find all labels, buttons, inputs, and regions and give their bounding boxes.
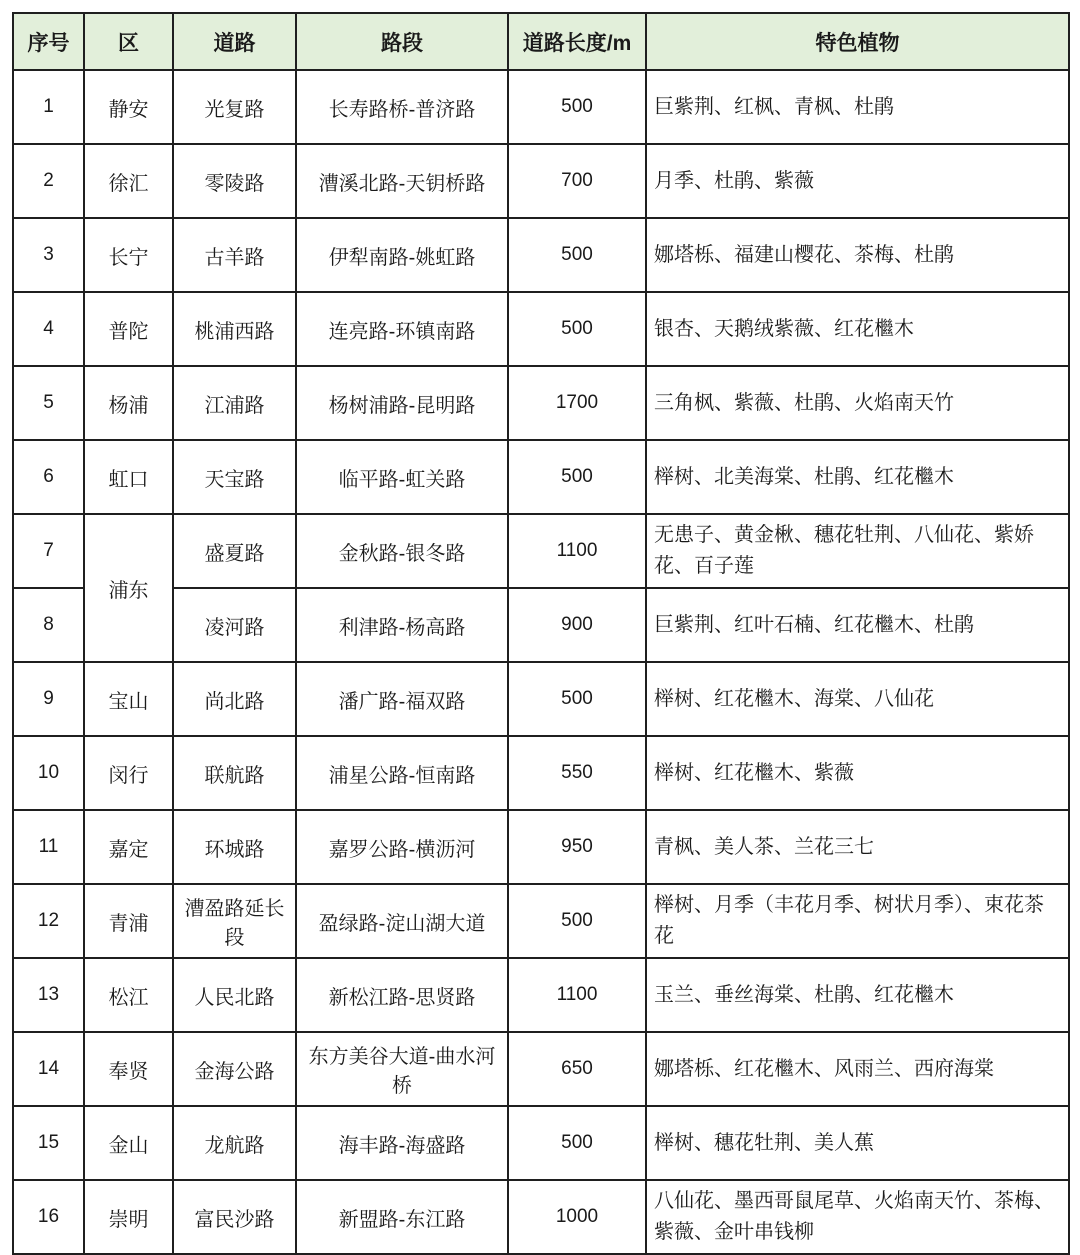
- cell-district: 嘉定: [84, 810, 173, 884]
- cell-section: 潘广路-福双路: [296, 662, 508, 736]
- cell-length: 500: [508, 1106, 646, 1180]
- table-row: [13, 218, 1069, 292]
- cell-district: 宝山: [84, 662, 173, 736]
- cell-plants: 银杏、天鹅绒紫薇、红花檵木: [646, 292, 1069, 366]
- cell-length: 500: [508, 218, 646, 292]
- cell-road: 漕盈路延长段: [173, 884, 296, 958]
- cell-plants: 巨紫荆、红叶石楠、红花檵木、杜鹃: [646, 588, 1069, 662]
- cell-district: 金山: [84, 1106, 173, 1180]
- cell-length: 500: [508, 884, 646, 958]
- table-row: [13, 958, 1069, 1032]
- cell-section: 杨树浦路-昆明路: [296, 366, 508, 440]
- cell-road: 天宝路: [173, 440, 296, 514]
- table-header: [13, 13, 1069, 70]
- cell-plants: 三角枫、紫薇、杜鹃、火焰南天竹: [646, 366, 1069, 440]
- column-header-district: 区: [84, 13, 173, 70]
- cell-index: 12: [13, 884, 84, 958]
- cell-section: 浦星公路-恒南路: [296, 736, 508, 810]
- cell-plants: 娜塔栎、红花檵木、风雨兰、西府海棠: [646, 1032, 1069, 1106]
- cell-plants: 巨紫荆、红枫、青枫、杜鹃: [646, 70, 1069, 144]
- cell-plants: 娜塔栎、福建山樱花、茶梅、杜鹃: [646, 218, 1069, 292]
- cell-index: 3: [13, 218, 84, 292]
- cell-road: 零陵路: [173, 144, 296, 218]
- cell-plants: 青枫、美人茶、兰花三七: [646, 810, 1069, 884]
- cell-section: 临平路-虹关路: [296, 440, 508, 514]
- cell-road: 光复路: [173, 70, 296, 144]
- cell-length: 1000: [508, 1180, 646, 1254]
- table-row: [13, 514, 1069, 588]
- cell-road: 江浦路: [173, 366, 296, 440]
- cell-road: 联航路: [173, 736, 296, 810]
- table-row: [13, 144, 1069, 218]
- cell-length: 950: [508, 810, 646, 884]
- column-header-length: 道路长度/m: [508, 13, 646, 70]
- cell-index: 16: [13, 1180, 84, 1254]
- cell-district: 浦东: [84, 514, 173, 662]
- cell-road: 古羊路: [173, 218, 296, 292]
- cell-road: 尚北路: [173, 662, 296, 736]
- header-row: [13, 13, 1069, 70]
- cell-section: 盈绿路-淀山湖大道: [296, 884, 508, 958]
- cell-index: 11: [13, 810, 84, 884]
- cell-section: 伊犁南路-姚虹路: [296, 218, 508, 292]
- table-body: [13, 70, 1069, 1254]
- cell-length: 500: [508, 440, 646, 514]
- column-header-index: 序号: [13, 13, 84, 70]
- cell-index: 15: [13, 1106, 84, 1180]
- cell-district: 松江: [84, 958, 173, 1032]
- cell-length: 500: [508, 292, 646, 366]
- cell-plants: 榉树、穗花牡荆、美人蕉: [646, 1106, 1069, 1180]
- cell-road: 盛夏路: [173, 514, 296, 588]
- cell-plants: 八仙花、墨西哥鼠尾草、火焰南天竹、茶梅、紫薇、金叶串钱柳: [646, 1180, 1069, 1254]
- table-row: [13, 736, 1069, 810]
- cell-length: 550: [508, 736, 646, 810]
- cell-road: 桃浦西路: [173, 292, 296, 366]
- table-row: [13, 1032, 1069, 1106]
- cell-index: 7: [13, 514, 84, 588]
- cell-index: 14: [13, 1032, 84, 1106]
- cell-index: 10: [13, 736, 84, 810]
- cell-district: 奉贤: [84, 1032, 173, 1106]
- cell-plants: 榉树、北美海棠、杜鹃、红花檵木: [646, 440, 1069, 514]
- column-header-plants: 特色植物: [646, 13, 1069, 70]
- cell-district: 徐汇: [84, 144, 173, 218]
- cell-district: 闵行: [84, 736, 173, 810]
- cell-length: 500: [508, 70, 646, 144]
- cell-plants: 榉树、红花檵木、海棠、八仙花: [646, 662, 1069, 736]
- cell-section: 利津路-杨高路: [296, 588, 508, 662]
- table-row: [13, 70, 1069, 144]
- cell-road: 金海公路: [173, 1032, 296, 1106]
- table-row: [13, 884, 1069, 958]
- cell-index: 1: [13, 70, 84, 144]
- table-row: [13, 366, 1069, 440]
- roads-table: [12, 12, 1070, 1255]
- cell-plants: 无患子、黄金楸、穗花牡荆、八仙花、紫娇花、百子莲: [646, 514, 1069, 588]
- cell-section: 长寿路桥-普济路: [296, 70, 508, 144]
- cell-length: 650: [508, 1032, 646, 1106]
- cell-district: 青浦: [84, 884, 173, 958]
- table-row: [13, 1180, 1069, 1254]
- cell-district: 长宁: [84, 218, 173, 292]
- cell-section: 海丰路-海盛路: [296, 1106, 508, 1180]
- cell-length: 1100: [508, 958, 646, 1032]
- cell-index: 5: [13, 366, 84, 440]
- cell-plants: 月季、杜鹃、紫薇: [646, 144, 1069, 218]
- cell-index: 4: [13, 292, 84, 366]
- cell-index: 8: [13, 588, 84, 662]
- cell-section: 金秋路-银冬路: [296, 514, 508, 588]
- cell-section: 新松江路-思贤路: [296, 958, 508, 1032]
- cell-road: 人民北路: [173, 958, 296, 1032]
- cell-district: 杨浦: [84, 366, 173, 440]
- cell-plants: 玉兰、垂丝海棠、杜鹃、红花檵木: [646, 958, 1069, 1032]
- cell-length: 1100: [508, 514, 646, 588]
- cell-section: 连亮路-环镇南路: [296, 292, 508, 366]
- cell-district: 静安: [84, 70, 173, 144]
- cell-section: 嘉罗公路-横沥河: [296, 810, 508, 884]
- cell-plants: 榉树、红花檵木、紫薇: [646, 736, 1069, 810]
- cell-road: 龙航路: [173, 1106, 296, 1180]
- cell-district: 普陀: [84, 292, 173, 366]
- cell-index: 6: [13, 440, 84, 514]
- cell-section: 新盟路-东江路: [296, 1180, 508, 1254]
- cell-length: 900: [508, 588, 646, 662]
- cell-length: 1700: [508, 366, 646, 440]
- column-header-road: 道路: [173, 13, 296, 70]
- table-row: [13, 810, 1069, 884]
- cell-road: 环城路: [173, 810, 296, 884]
- cell-length: 500: [508, 662, 646, 736]
- cell-index: 13: [13, 958, 84, 1032]
- cell-section: 东方美谷大道-曲水河桥: [296, 1032, 508, 1106]
- cell-index: 9: [13, 662, 84, 736]
- table-row: [13, 292, 1069, 366]
- cell-road: 富民沙路: [173, 1180, 296, 1254]
- table-row: [13, 440, 1069, 514]
- cell-district: 虹口: [84, 440, 173, 514]
- table-row: [13, 662, 1069, 736]
- cell-length: 700: [508, 144, 646, 218]
- cell-district: 崇明: [84, 1180, 173, 1254]
- cell-section: 漕溪北路-天钥桥路: [296, 144, 508, 218]
- column-header-section: 路段: [296, 13, 508, 70]
- cell-road: 凌河路: [173, 588, 296, 662]
- cell-index: 2: [13, 144, 84, 218]
- cell-plants: 榉树、月季（丰花月季、树状月季）、束花茶花: [646, 884, 1069, 958]
